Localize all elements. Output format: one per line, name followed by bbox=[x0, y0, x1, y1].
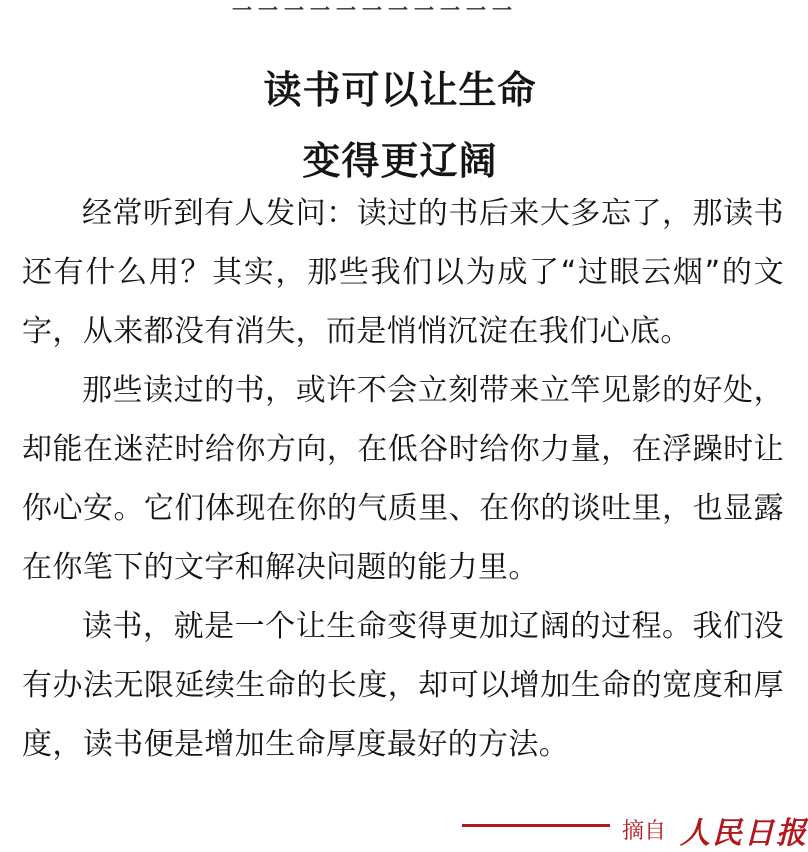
source-label: 摘自 bbox=[622, 819, 667, 844]
cropped-heading-fragment: 一一一一一一一一一一一 bbox=[232, 0, 518, 22]
source-divider-line bbox=[462, 824, 610, 827]
article-body bbox=[22, 184, 784, 774]
title-line-1: 读书可以让生命 bbox=[263, 68, 537, 113]
paragraph-1: 经常听到有人发问：读过的书后来大多忘了，那读书还有什么用？其实，那些我们以为成了“过眼云烟”的文字，从来都没有消失，而是悄悄沉淀在我们心底。 bbox=[22, 196, 784, 349]
paragraph-3: 读书，就是一个让生命变得更加辽阔的过程。我们没有办法无限延续生命的长度，却可以增加生命的宽度和厚度，读书便是增加生命厚度最好的方法。 bbox=[22, 609, 784, 762]
title-line-2: 变得更辽阔 bbox=[302, 139, 498, 184]
source-attribution bbox=[462, 808, 808, 851]
paragraph-2: 那些读过的书，或许不会立刻带来立竿见影的好处，却能在迷茫时给你方向，在低谷时给你力量，在浮躁时让你心安。它们体现在你的气质里、在你的谈吐里，也显露在你笔下的文字和解决问题的能力里。 bbox=[22, 373, 784, 585]
newspaper-logo: 人民日报 bbox=[680, 816, 808, 851]
